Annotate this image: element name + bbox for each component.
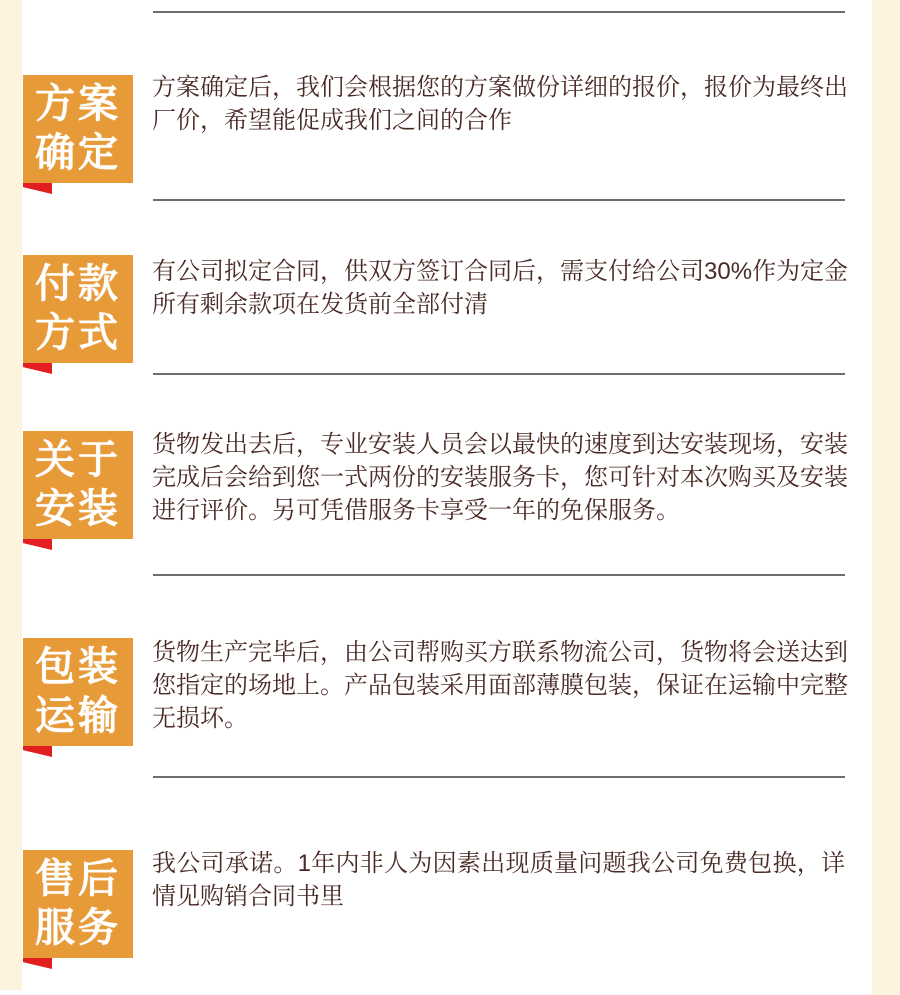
badge-label-line: 方式: [35, 311, 121, 355]
section-divider: [153, 574, 845, 576]
badge-label-line: 安装: [35, 487, 121, 531]
section-divider: [153, 199, 845, 201]
text-line: 我公司承诺。1年内非人为因素出现质量问题我公司免费包换，详: [152, 850, 845, 877]
badge-plan-confirmation: [23, 75, 133, 183]
left-accent-stripe: [0, 0, 22, 990]
badge-label-line: 售后: [35, 857, 121, 901]
badge-after-sales-service: [23, 850, 133, 958]
section-text-after-sales-service: [152, 847, 845, 913]
right-accent-stripe: [872, 0, 900, 995]
badge-label-line: 包装: [35, 645, 121, 689]
section-divider: [153, 11, 845, 13]
text-line: 进行评价。另可凭借服务卡享受一年的免保服务。: [152, 497, 680, 524]
badge-about-installation: [23, 431, 133, 539]
text-line: 厂价，希望能促成我们之间的合作: [152, 107, 512, 134]
section-divider: [153, 373, 845, 375]
badge-ribbon-fold: [23, 183, 52, 194]
text-line: 方案确定后，我们会根据您的方案做份详细的报价，报价为最终出: [152, 74, 848, 101]
badge-label-line: 方案: [35, 82, 121, 126]
text-line: 您指定的场地上。产品包装采用面部薄膜包装，保证在运输中完整: [152, 672, 848, 699]
badge-label-line: 关于: [35, 438, 121, 482]
badge-ribbon-fold: [23, 958, 52, 969]
badge-label-line: 确定: [35, 131, 121, 175]
badge-label-line: 付款: [35, 262, 121, 306]
badge-ribbon-fold: [23, 746, 52, 757]
section-text-about-installation: [152, 428, 848, 527]
text-line: 完成后会给到您一式两份的安装服务卡，您可针对本次购买及安装: [152, 464, 848, 491]
text-line: 货物生产完毕后，由公司帮购买方联系物流公司，货物将会送达到: [152, 639, 848, 666]
badge-label-line: 运输: [35, 694, 121, 738]
text-line: 货物发出去后，专业安装人员会以最快的速度到达安装现场，安装: [152, 431, 848, 458]
section-divider: [153, 776, 845, 778]
badge-payment-method: [23, 255, 133, 363]
badge-packaging-shipping: [23, 638, 133, 746]
section-text-plan-confirmation: [152, 71, 848, 137]
section-text-packaging-shipping: [152, 636, 848, 735]
text-line: 情见购销合同书里: [152, 883, 344, 910]
text-line: 无损坏。: [152, 705, 248, 732]
badge-ribbon-fold: [23, 363, 52, 374]
badge-label-line: 服务: [35, 906, 121, 950]
text-line: 有公司拟定合同，供双方签订合同后，需支付给公司30%作为定金: [152, 258, 849, 285]
badge-ribbon-fold: [23, 539, 52, 550]
text-line: 所有剩余款项在发货前全部付清: [152, 291, 488, 318]
section-text-payment-method: [152, 255, 849, 321]
